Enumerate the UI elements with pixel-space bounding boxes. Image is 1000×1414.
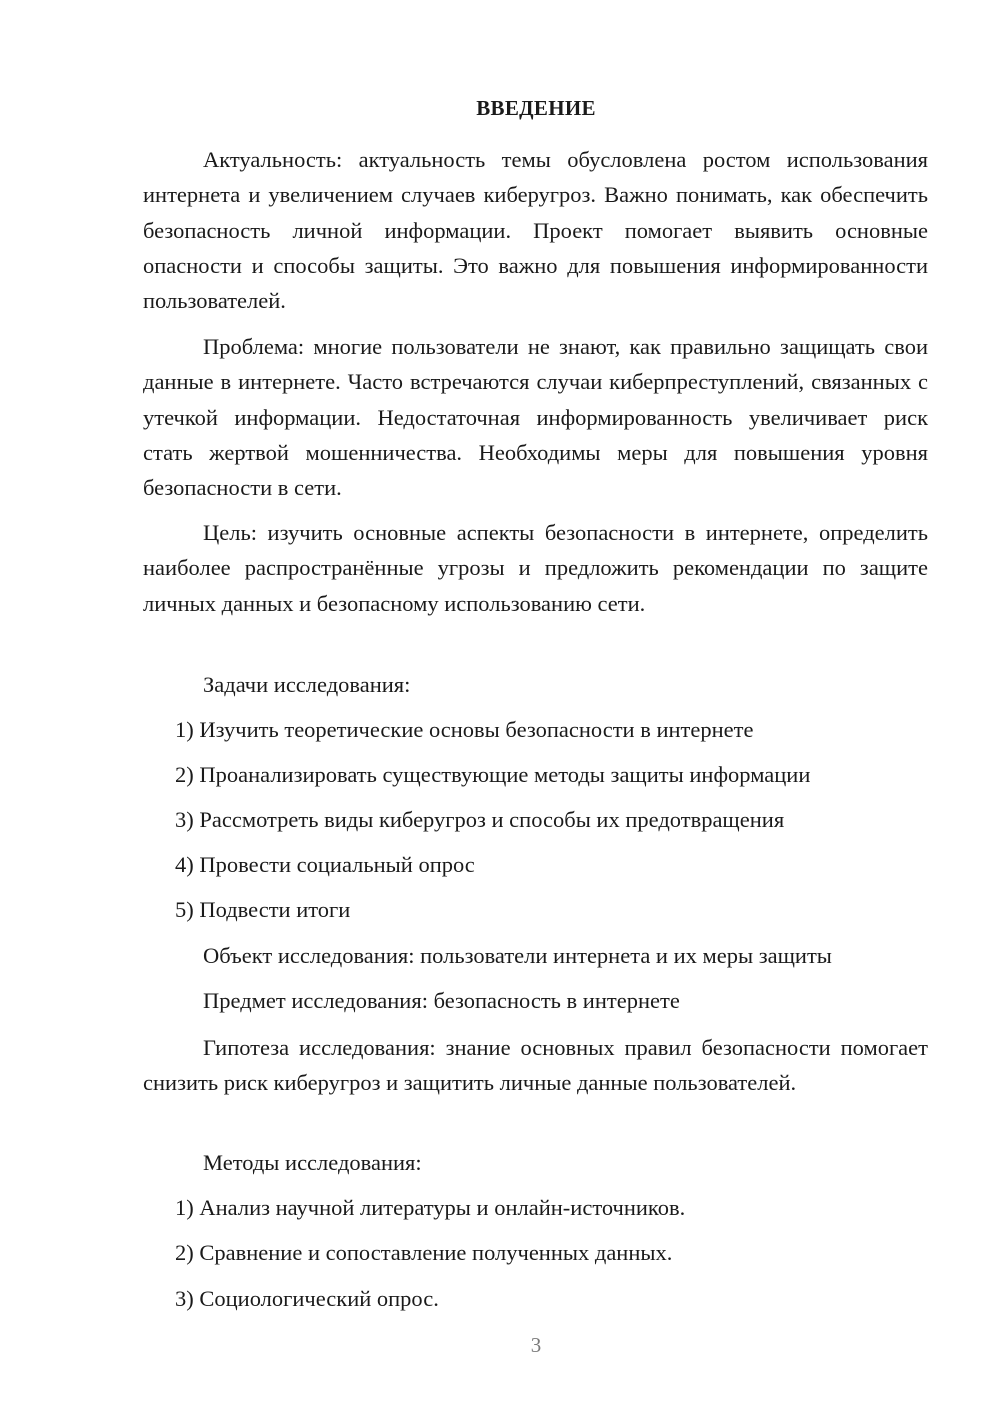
task-item: 5) Подвести итоги <box>175 897 351 922</box>
method-item: 1) Анализ научной литературы и онлайн-источников. <box>175 1195 686 1220</box>
hypothesis-paragraph: Гипотеза исследования: знание основных правил безопасности помогает снизить риск киберугроз и защитить личные данные пользователей. <box>143 1035 928 1096</box>
research-object: Объект исследования: пользователи интернета и их меры защиты <box>203 943 832 968</box>
task-item: 3) Рассмотреть виды киберугроз и способы их предотвращения <box>175 807 785 832</box>
task-item: 1) Изучить теоретические основы безопасности в интернете <box>175 717 754 742</box>
page-number: 3 <box>530 1333 542 1357</box>
goal-paragraph: Цель: изучить основные аспекты безопасности в интернете, определить наиболее распространённые угрозы и предложить рекомендации по защите личных данных и безопасному использованию сети. <box>143 520 928 616</box>
task-item: 4) Провести социальный опрос <box>175 852 475 877</box>
relevance-paragraph: Актуальность: актуальность темы обусловлена ростом использования интернета и увеличением случаев киберугроз. Важно понимать, как обеспечить безопасность личной информации. Проект помогает выявить основные опасности и способы защиты. Это важно для повышения информированности пользователей. <box>143 147 928 314</box>
methods-heading: Методы исследования: <box>203 1150 422 1175</box>
research-subject: Предмет исследования: безопасность в интернете <box>203 988 680 1013</box>
tasks-heading: Задачи исследования: <box>203 672 411 697</box>
page-title: ВВЕДЕНИЕ <box>476 96 596 120</box>
method-item: 3) Социологический опрос. <box>175 1286 439 1311</box>
problem-paragraph: Проблема: многие пользователи не знают, как правильно защищать свои данные в интернете. Часто встречаются случаи киберпреступлений, связанных с утечкой информации. Недостаточная информированность увеличивает риск стать жертвой мошенничества. Необходимы меры для повышения уровня безопасности в сети. <box>143 334 928 501</box>
task-item: 2) Проанализировать существующие методы защиты информации <box>175 762 811 787</box>
method-item: 2) Сравнение и сопоставление полученных данных. <box>175 1240 673 1265</box>
